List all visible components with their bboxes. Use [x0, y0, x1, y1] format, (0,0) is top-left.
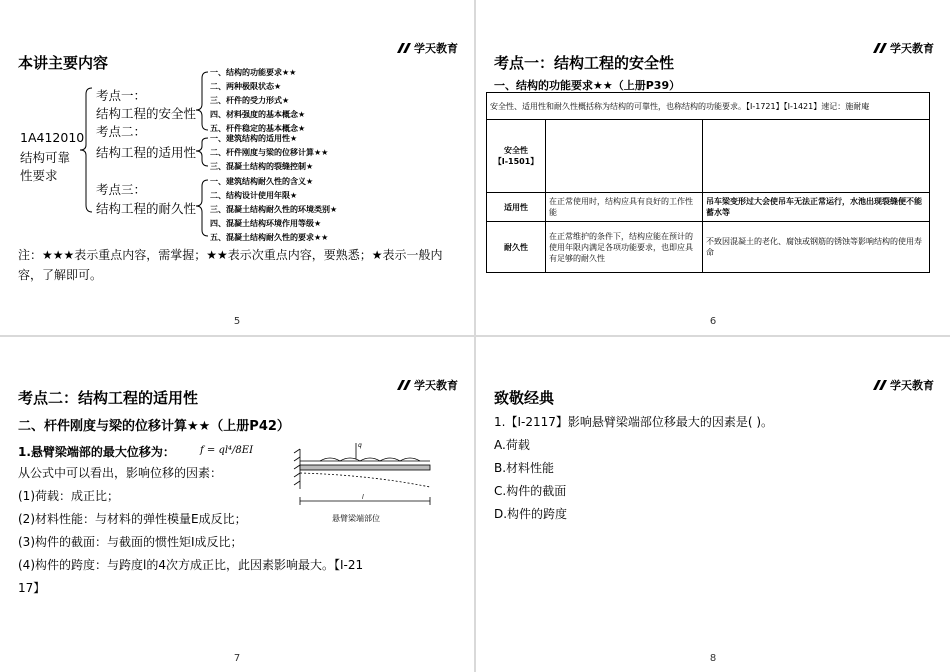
option-b: B.材料性能 — [494, 461, 555, 475]
outline-item: 四、材料强度的基本概念★ — [210, 110, 306, 119]
section-code: 1A412010 — [20, 130, 85, 145]
text-line: 从公式中可以看出，影响位移的因素： — [18, 466, 223, 480]
page-title: 考点一：结构工程的安全性 — [494, 54, 675, 72]
group-1-heading: 考点一： — [96, 88, 147, 103]
legend-note: 注：★★★表示重点内容，需掌握；★★表示次重点内容，要熟悉；★表示一般内容，了解即可。 — [18, 248, 443, 282]
outline-item: 三、杆件的受力形式★ — [210, 96, 290, 105]
factor-item: (4)构件的跨度：与跨度l的4次方成正比，此因素影响最大。【Ⅰ-21 — [18, 558, 364, 572]
table-intro: 安全性、适用性和耐久性概括称为结构的可靠性，也称结构的功能要求。【Ⅰ-1721】【Ⅰ-1421】速记：施耐庵 — [487, 93, 930, 120]
slide-8 — [476, 337, 950, 672]
outline-item: 一、建筑结构的适用性★ — [210, 134, 298, 143]
text-line: 1.悬臂梁端部的最大位移为： — [18, 445, 175, 459]
logo-text: 学天教育 — [414, 42, 458, 55]
factor-item: (1)荷载：成正比； — [18, 489, 119, 503]
factor-item: (3)构件的截面：与截面的惯性矩I成反比； — [18, 535, 243, 549]
logo — [873, 40, 934, 56]
table-row — [487, 120, 930, 193]
span-label: l — [362, 494, 364, 501]
outline-item: 五、杆件稳定的基本概念★ — [210, 124, 306, 133]
figure-caption: 悬臂梁端部位 — [332, 514, 380, 523]
row-example — [703, 120, 930, 193]
page-number: 8 — [709, 653, 717, 664]
topic-line-2: 性要求 — [20, 168, 58, 183]
outline-item: 三、混凝土结构耐久性的环境类别★ — [210, 205, 338, 214]
row-desc: 在正常维护的条件下，结构应能在预计的使用年限内满足各项功能要求，也即应具有足够的耐久性 — [546, 222, 703, 273]
logo-icon — [397, 380, 411, 390]
group-2-name: 结构工程的适用性 — [96, 145, 197, 160]
group-2-heading: 考点二： — [96, 124, 147, 139]
factor-item: (2)材料性能：与材料的弹性模量E成反比； — [18, 512, 247, 526]
logo-text: 学天教育 — [890, 42, 934, 55]
outline-item: 三、混凝土结构的裂缝控制★ — [210, 162, 314, 171]
outline-item: 五、混凝土结构耐久性的要求★★ — [210, 233, 329, 242]
formula: f = ql⁴/8EI — [200, 445, 254, 456]
outline-item: 二、结构设计使用年限★ — [210, 191, 298, 200]
outline-item: 一、建筑结构耐久性的含义★ — [210, 177, 314, 186]
load-label: q — [358, 442, 362, 449]
row-label: 安全性【Ⅰ-1501】 — [487, 120, 546, 193]
factor-tail: 17】 — [18, 581, 46, 595]
row-desc — [546, 120, 703, 193]
option-d: D.构件的跨度 — [494, 507, 568, 521]
page-number: 5 — [233, 316, 241, 327]
logo-text: 学天教育 — [414, 379, 458, 392]
row-example: 不致因混凝土的老化、腐蚀或钢筋的锈蚀等影响结构的使用寿命 — [703, 222, 930, 273]
slide-7 — [0, 337, 474, 672]
group-3-name: 结构工程的耐久性 — [96, 201, 197, 216]
subtitle: 一、结构的功能要求★★（上册P39） — [494, 79, 681, 92]
table-row — [487, 193, 930, 222]
row-label: 适用性 — [487, 193, 546, 222]
page-number: 7 — [233, 653, 241, 664]
page-number: 6 — [709, 316, 717, 327]
logo — [397, 377, 458, 393]
page-title: 本讲主要内容 — [18, 54, 109, 72]
requirements-table — [486, 92, 930, 273]
slide-6 — [476, 0, 950, 335]
option-a: A.荷载 — [494, 438, 530, 452]
subtitle: 二、杆件刚度与梁的位移计算★★（上册P42） — [18, 419, 290, 434]
outline-item: 二、两种极限状态★ — [210, 82, 282, 91]
topic-line-1: 结构可靠 — [20, 150, 71, 165]
cantilever-beam-diagram — [290, 439, 440, 509]
outline-item: 一、结构的功能要求★★ — [210, 68, 297, 77]
page-title: 考点二：结构工程的适用性 — [18, 389, 199, 407]
row-desc: 在正常使用时，结构应具有良好的工作性能 — [546, 193, 703, 222]
outline-item: 二、杆件刚度与梁的位移计算★★ — [210, 148, 329, 157]
group-3-heading: 考点三： — [96, 182, 147, 197]
logo — [873, 377, 934, 393]
group-1-name: 结构工程的安全性 — [96, 106, 197, 121]
table-row — [487, 93, 930, 120]
logo-icon — [873, 380, 887, 390]
logo-icon — [873, 43, 887, 53]
row-example: 吊车梁变形过大会使吊车无法正常运行，水池出现裂缝便不能蓄水等 — [703, 193, 930, 222]
table-row — [487, 222, 930, 273]
logo-text: 学天教育 — [890, 379, 934, 392]
row-label: 耐久性 — [487, 222, 546, 273]
question: 1.【Ⅰ-2117】影响悬臂梁端部位移最大的因素是( )。 — [494, 415, 774, 429]
page-title: 致敬经典 — [494, 389, 555, 407]
option-c: C.构件的截面 — [494, 484, 567, 498]
slide-5 — [0, 0, 474, 335]
outline-item: 四、混凝土结构环境作用等级★ — [210, 219, 322, 228]
